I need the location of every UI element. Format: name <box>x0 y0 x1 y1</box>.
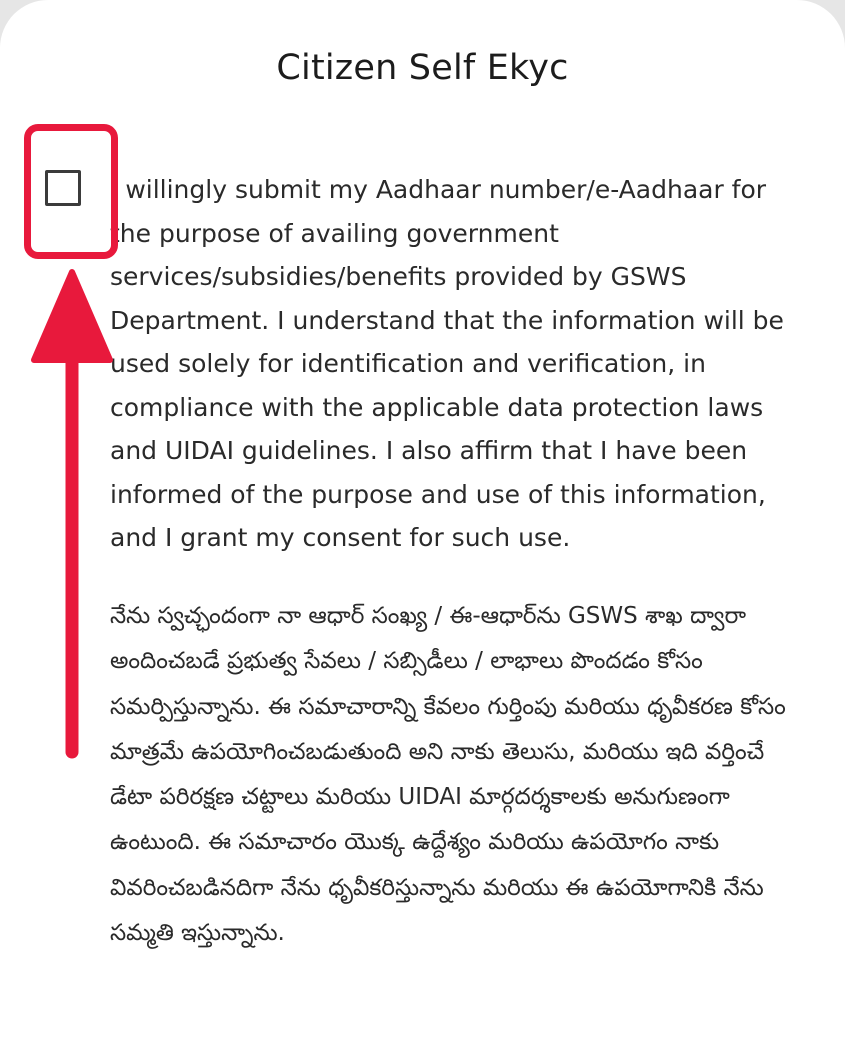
page-title: Citizen Self Ekyc <box>276 48 569 88</box>
consent-text-telugu: నేను స్వచ్ఛందంగా నా ఆధార్ సంఖ్య / ఈ-ఆధార్‌ను GSWS శాఖ ద్వారా అందించబడే ప్రభుత్వ సేవలు / సబ్సిడీలు / లాభాలు పొందడం కోసం సమర్పిస్తున్నాను. ఈ సమాచారాన్ని కేవలం గుర్తింపు మరియు ధృవీకరణ కోసం మాత్రమే ఉపయోగించబడుతుంది అని నాకు తెలుసు, మరియు ఇది వర్తించే డేటా పరిరక్షణ చట్టాలు మరియు UIDAI మార్గదర్శకాలకు అనుగుణంగా ఉంటుంది. ఈ సమాచారం యొక్క ఉద్దేశ్యం మరియు ఉపయోగం నాకు వివరించబడినదిగా నేను ధృవీకరిస్తున్నాను మరియు ఈ ఉపయోగానికి నేను సమ్మతి ఇస్తున్నాను. <box>110 603 786 947</box>
consent-checkbox[interactable] <box>45 170 81 206</box>
consent-text-english: I willingly submit my Aadhaar number/e-Aadhaar for the purpose of availing government services/subsidies/benefits provided by GSWS Department. I understand that the information will be used solely for identification and verification, in compliance with the applicable data protection laws and UIDAI guidelines. I also affirm that I have been informed of the purpose and use of this information, and I grant my consent for such use. <box>110 175 784 552</box>
